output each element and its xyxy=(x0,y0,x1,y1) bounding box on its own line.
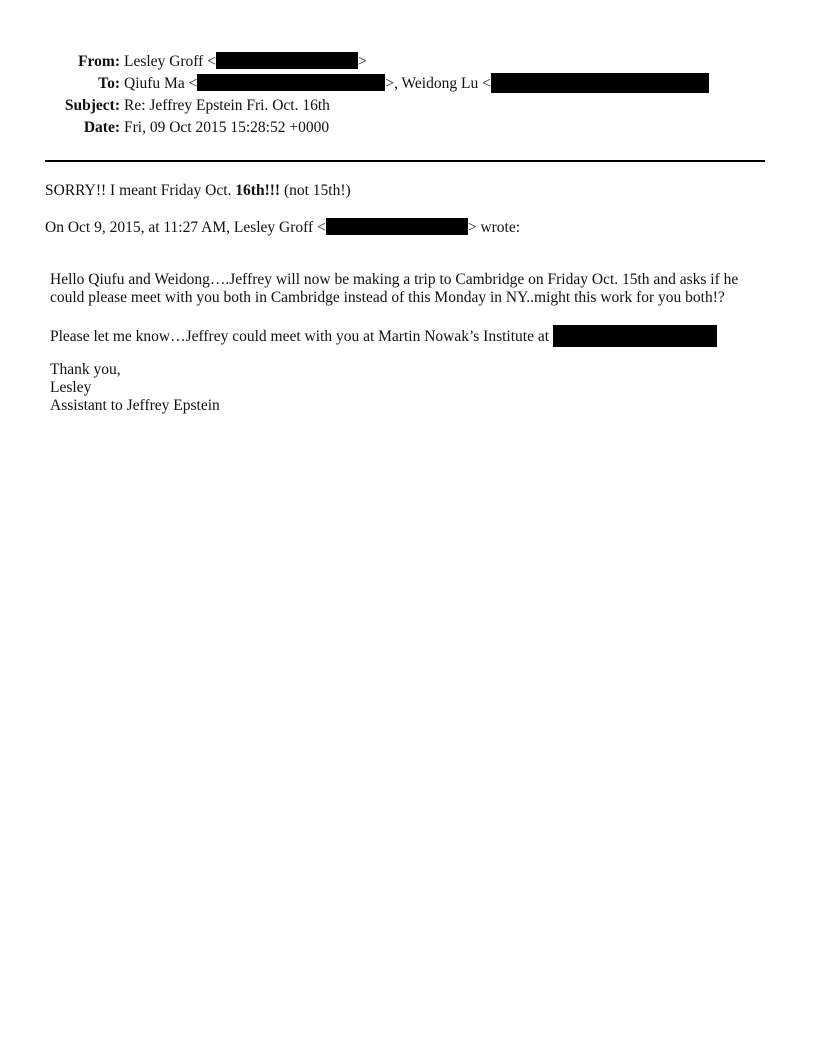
subject-line xyxy=(0,95,760,117)
to-separator: >, Weidong Lu < xyxy=(385,75,491,92)
redaction-box xyxy=(326,218,468,235)
closing: Thank you, xyxy=(50,361,121,378)
quoted-paragraph-1: Hello Qiufu and Weidong….Jeffrey will now be making a trip to Cambridge on Friday Oct. 15th and asks if he could please meet with you both in Cambridge instead of this Monday in NY..might this work for you both!? xyxy=(50,271,739,306)
redaction-box xyxy=(553,325,717,347)
redaction-box xyxy=(491,73,709,93)
reply-bold: 16th!!! xyxy=(235,182,281,199)
signer-name: Lesley xyxy=(50,379,92,396)
reply-text xyxy=(45,182,351,200)
to-line xyxy=(0,73,760,95)
date-line xyxy=(0,117,760,139)
from-close: > xyxy=(357,53,367,70)
from-label: From: xyxy=(78,53,120,70)
reply-post: (not 15th!) xyxy=(280,182,351,199)
reply-pre: SORRY!! I meant Friday Oct. xyxy=(45,182,236,199)
to-value: Qiufu Ma < xyxy=(124,75,198,92)
date-value: Fri, 09 Oct 2015 15:28:52 +0000 xyxy=(124,119,330,136)
signer-title: Assistant to Jeffrey Epstein xyxy=(50,397,220,414)
quote-header xyxy=(45,218,520,237)
redaction-box xyxy=(197,74,385,91)
subject-value: Re: Jeffrey Epstein Fri. Oct. 16th xyxy=(124,97,330,114)
to-label: To: xyxy=(98,75,120,92)
quote-header-pre: On Oct 9, 2015, at 11:27 AM, Lesley Groff < xyxy=(45,219,326,236)
quote-header-post: > wrote: xyxy=(467,219,521,236)
from-line xyxy=(0,51,760,73)
header-divider xyxy=(45,160,765,162)
quoted-paragraph-2 xyxy=(50,325,717,347)
date-label: Date: xyxy=(83,119,120,136)
redaction-box xyxy=(216,52,358,69)
from-value: Lesley Groff < xyxy=(124,53,216,70)
quoted-paragraph-2-text: Please let me know…Jeffrey could meet with you at Martin Nowak’s Institute at xyxy=(50,328,550,345)
subject-label: Subject: xyxy=(64,97,120,114)
